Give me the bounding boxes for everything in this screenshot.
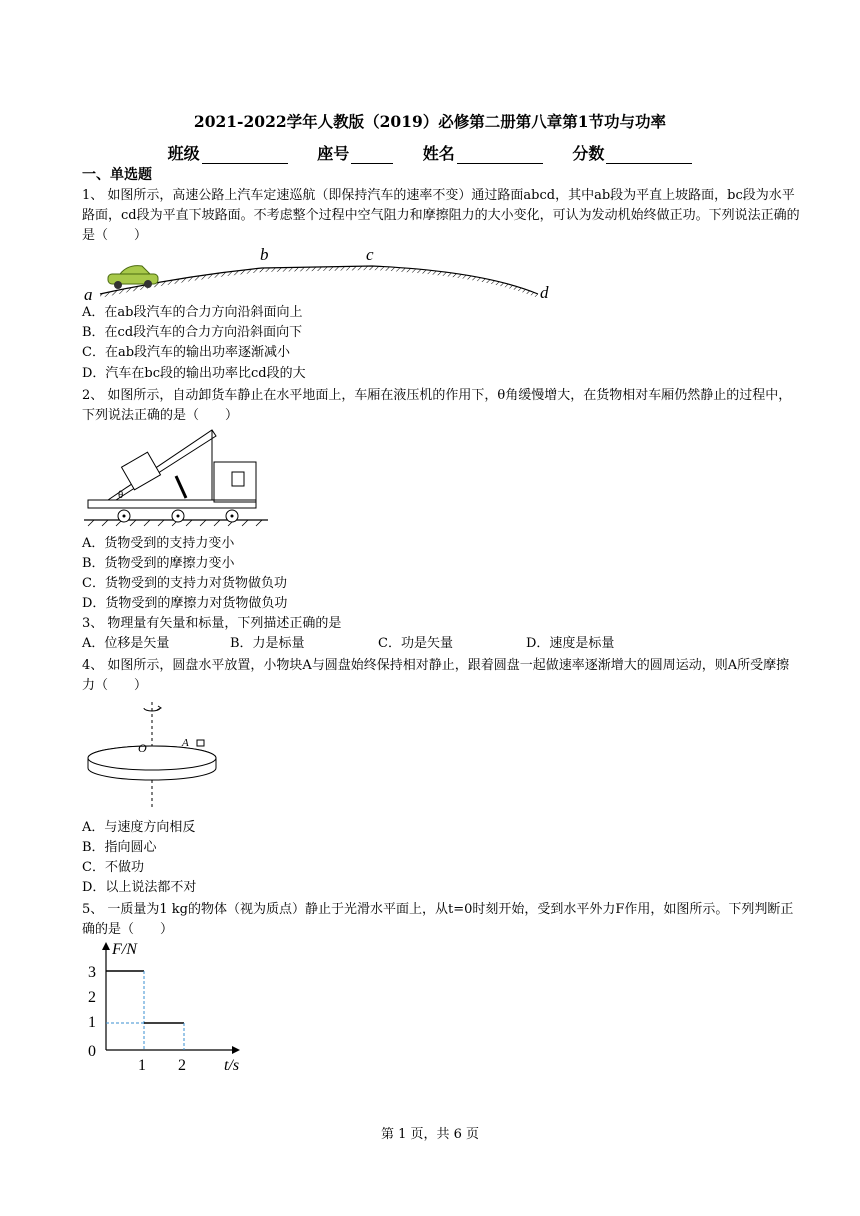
x-tick-1: 1 [138,1057,146,1074]
question-3-option-a[interactable]: A．位移是矢量 [82,636,170,651]
question-1-option-c[interactable]: C．在ab段汽车的输出功率逐渐减小 [82,345,291,360]
y-tick-2: 2 [88,989,96,1006]
turntable-figure [82,700,232,812]
class-label: 班级 [167,144,200,163]
question-5-text: 5、 一质量为1 kg的物体（视为质点）静止于光滑水平面上，从t=0时刻开始，受到水平外力F作用，如图所示。下列判断正确的是（ ） [82,902,794,937]
question-3-option-c[interactable]: C．功是矢量 [378,636,453,651]
question-4-option-b[interactable]: B．指向圆心 [82,840,157,855]
question-1-option-a[interactable]: A．在ab段汽车的合力方向沿斜面向上 [82,305,303,320]
page-title: 2021-2022学年人教版（2019）必修第二册第八章第1节功与功率 [193,112,667,131]
x-tick-2: 2 [178,1057,186,1074]
section-heading: 一、单选题 [82,167,152,183]
x-axis-label: t/s [224,1057,240,1074]
y-axis-label: F/N [112,941,137,958]
road-label-d: d [540,283,549,302]
score-label: 分数 [572,144,605,163]
question-3-option-b[interactable]: B．力是标量 [230,636,305,651]
question-2-option-a[interactable]: A．货物受到的支持力变小 [82,536,235,551]
road-figure [82,246,562,306]
seat-blank[interactable] [351,147,393,164]
dump-truck-figure [82,426,272,530]
road-label-c: c [366,245,374,264]
road-label-b: b [260,245,269,264]
seat-field[interactable] [317,141,393,164]
question-2-text: 2、 如图所示，自动卸货车静止在水平地面上，车厢在液压机的作用下，θ角缓慢增大，在货物相对车厢仍然静止的过程中，下列说法正确的是（ ） [82,388,792,423]
block-label-a: A [182,737,189,749]
question-4-option-d[interactable]: D．以上说法都不对 [82,880,197,895]
score-blank[interactable] [606,147,692,164]
y-tick-0: 0 [88,1043,96,1060]
student-info-fields [0,141,860,164]
question-2-option-b[interactable]: B．货物受到的摩擦力变小 [82,556,235,571]
page-footer: 第 1 页，共 6 页 [380,1127,480,1142]
question-3-options [82,634,674,654]
name-label: 姓名 [422,144,455,163]
question-1-text: 1、 如图所示，高速公路上汽车定速巡航（即保持汽车的速率不变）通过路面abcd，其中ab段为平直上坡路面，bc段为水平路面，cd段为平直下坡路面。不考虑整个过程中空气阻力和摩擦阻力的大小变化，可认为发动机始终做正功。下列说法正确的是（ ） [82,188,800,243]
car-icon [108,266,158,289]
road-label-a: a [84,285,93,304]
question-4-option-a[interactable]: A．与速度方向相反 [82,820,196,835]
seat-label: 座号 [317,144,350,163]
theta-label: θ [118,489,124,501]
center-label-o: O [138,741,147,755]
question-3-text: 3、 物理量有矢量和标量，下列描述正确的是 [82,616,342,631]
class-field[interactable] [168,141,288,164]
class-blank[interactable] [202,147,288,164]
question-1-option-d[interactable]: D．汽车在bc段的输出功率比cd段的大 [82,366,306,381]
force-time-graph [82,940,252,1076]
question-2-option-d[interactable]: D．货物受到的摩擦力对货物做负功 [82,596,288,611]
y-tick-1: 1 [88,1014,96,1031]
question-2-option-c[interactable]: C．货物受到的支持力对货物做负功 [82,576,287,591]
name-blank[interactable] [457,147,543,164]
name-field[interactable] [423,141,543,164]
question-4-text: 4、 如图所示，圆盘水平放置，小物块A与圆盘始终保持相对静止，跟着圆盘一起做速率逐渐增大的圆周运动，则A所受摩擦力（ ） [82,658,790,693]
y-tick-3: 3 [88,964,96,981]
question-3-option-d[interactable]: D．速度是标量 [526,636,615,651]
question-4-option-c[interactable]: C．不做功 [82,860,144,875]
question-1-option-b[interactable]: B．在cd段汽车的合力方向沿斜面向下 [82,325,303,340]
score-field[interactable] [572,141,692,164]
